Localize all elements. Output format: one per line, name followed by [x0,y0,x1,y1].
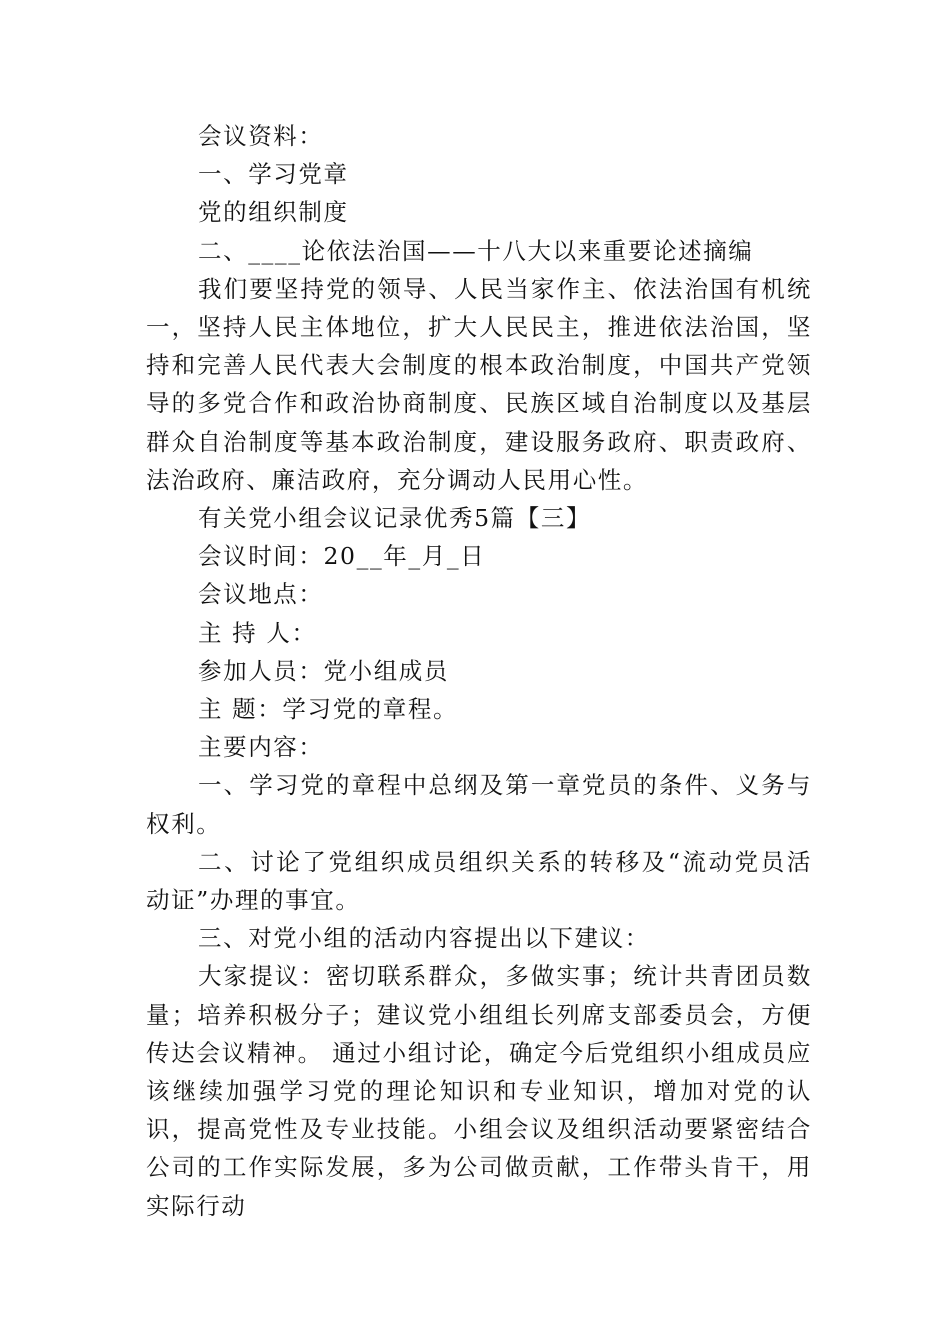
section-title: 有关党小组会议记录优秀5篇【三】 [198,504,592,533]
paragraph-rule-of-law-body: 我们要坚持党的领导、人民当家作主、依法治国有机统一，坚持人民主体地位，扩大人民民主，推进依法治国，坚持和完善人民代表大会制度的根本政治制度，中国共产党领导的多党合作和政治协商制度、民族区域自治制度以及基层群众自治制度等基本政治制度，建设服务政府、职责政府、法治政府、廉洁政府，充分调动人民用心性。 [146,274,812,494]
main-content-label: 主要内容： [198,733,324,762]
meeting-host: 主 持 人： [198,618,317,647]
meeting-attendees: 参加人员：党小组成员 [198,656,449,685]
document-body [146,117,812,1225]
content-item-1: 一、学习党的章程中总纲及第一章党员的条件、义务与权利。 [146,771,812,838]
content-item-3: 三、对党小组的活动内容提出以下建议： [198,924,650,953]
paragraph-rule-of-law-heading: 二、____论依法治国——十八大以来重要论述摘编 [198,236,754,265]
paragraph-meeting-materials: 会议资料： [198,122,324,150]
paragraph-study-party-constitution: 一、学习党章 [198,160,349,189]
paragraph-organization-system: 党的组织制度 [198,198,349,227]
suggestions-paragraph: 大家提议：密切联系群众，多做实事；统计共青团员数量；培养积极分子；建议党小组组长列席支部委员会，方便传达会议精神。 通过小组讨论，确定今后党组织小组成员应该继续加强学习党的理论知识和专业知识，增加对党的认识，提高党性及专业技能。小组会议及组织活动要紧密结合公司的工作实际发展，多为公司做贡献，工作带头肯干，用实际行动 [146,962,812,1220]
meeting-location: 会议地点： [198,580,324,609]
meeting-topic: 主 题：学习党的章程。 [198,695,459,724]
content-item-2: 二、讨论了党组织成员组织关系的转移及“流动党员活动证”办理的事宜。 [146,847,812,915]
meeting-time: 会议时间：20__年_月_日 [198,542,486,571]
